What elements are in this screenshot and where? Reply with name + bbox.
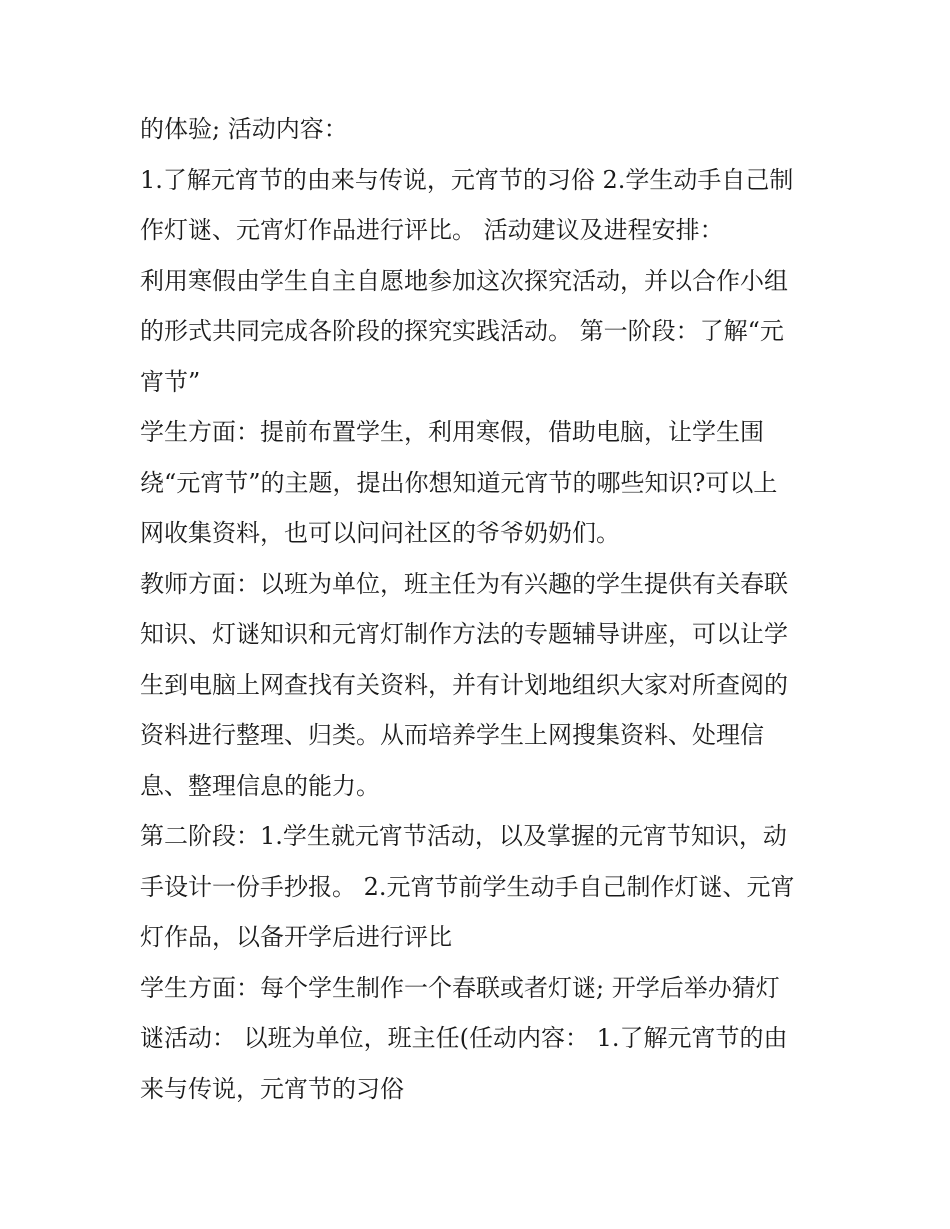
text-line: 网收集资料，也可以问问社区的爷爷奶奶们。 xyxy=(140,519,620,547)
text-line: 来与传说，元宵节的习俗 xyxy=(140,1074,404,1103)
text-line: 资料进行整理、归类。从而培养学生上网搜集资料、处理信 xyxy=(140,721,764,749)
text-line: 利用寒假由学生自主自愿地参加这次探究活动，并以合作小组 xyxy=(140,266,788,295)
text-line: 知识、灯谜知识和元宵灯制作方法的专题辅导讲座，可以让学 xyxy=(140,620,788,648)
text-line: 的形式共同完成各阶段的探究实践活动。 第一阶段：了解“元 xyxy=(140,317,784,345)
text-line: 作灯谜、元宵灯作品进行评比。 活动建议及进程安排： xyxy=(140,216,724,244)
text-line: 谜活动： 以班为单位，班主任(任动内容： 1.了解元宵节的由 xyxy=(140,1024,788,1052)
text-line: 生到电脑上网查找有关资料，并有计划地组织大家对所查阅的 xyxy=(140,670,788,699)
text-line: 绕“元宵节”的主题，提出你想知道元宵节的哪些知识?可以上 xyxy=(140,468,778,497)
text-line: 的体验; 活动内容： xyxy=(140,115,348,143)
text-line: 宵节” xyxy=(140,367,201,396)
text-line: 学生方面：提前布置学生，利用寒假，借助电脑，让学生围 xyxy=(140,418,764,446)
text-line: 手设计一份手抄报。 2.元宵节前学生动手自己制作灯谜、元宵 xyxy=(140,872,795,901)
text-line: 教师方面：以班为单位，班主任为有兴趣的学生提供有关春联 xyxy=(140,569,788,598)
text-line: 1.了解元宵节的由来与传说，元宵节的习俗 2.学生动手自己制 xyxy=(140,165,794,194)
text-line: 息、整理信息的能力。 xyxy=(140,771,380,800)
text-line: 第二阶段：1.学生就元宵节活动，以及掌握的元宵节知识，动 xyxy=(140,822,787,850)
document-body xyxy=(140,104,820,1114)
text-line: 学生方面：每个学生制作一个春联或者灯谜; 开学后举办猜灯 xyxy=(140,973,780,1002)
text-line: 灯作品，以备开学后进行评比 xyxy=(140,923,452,951)
